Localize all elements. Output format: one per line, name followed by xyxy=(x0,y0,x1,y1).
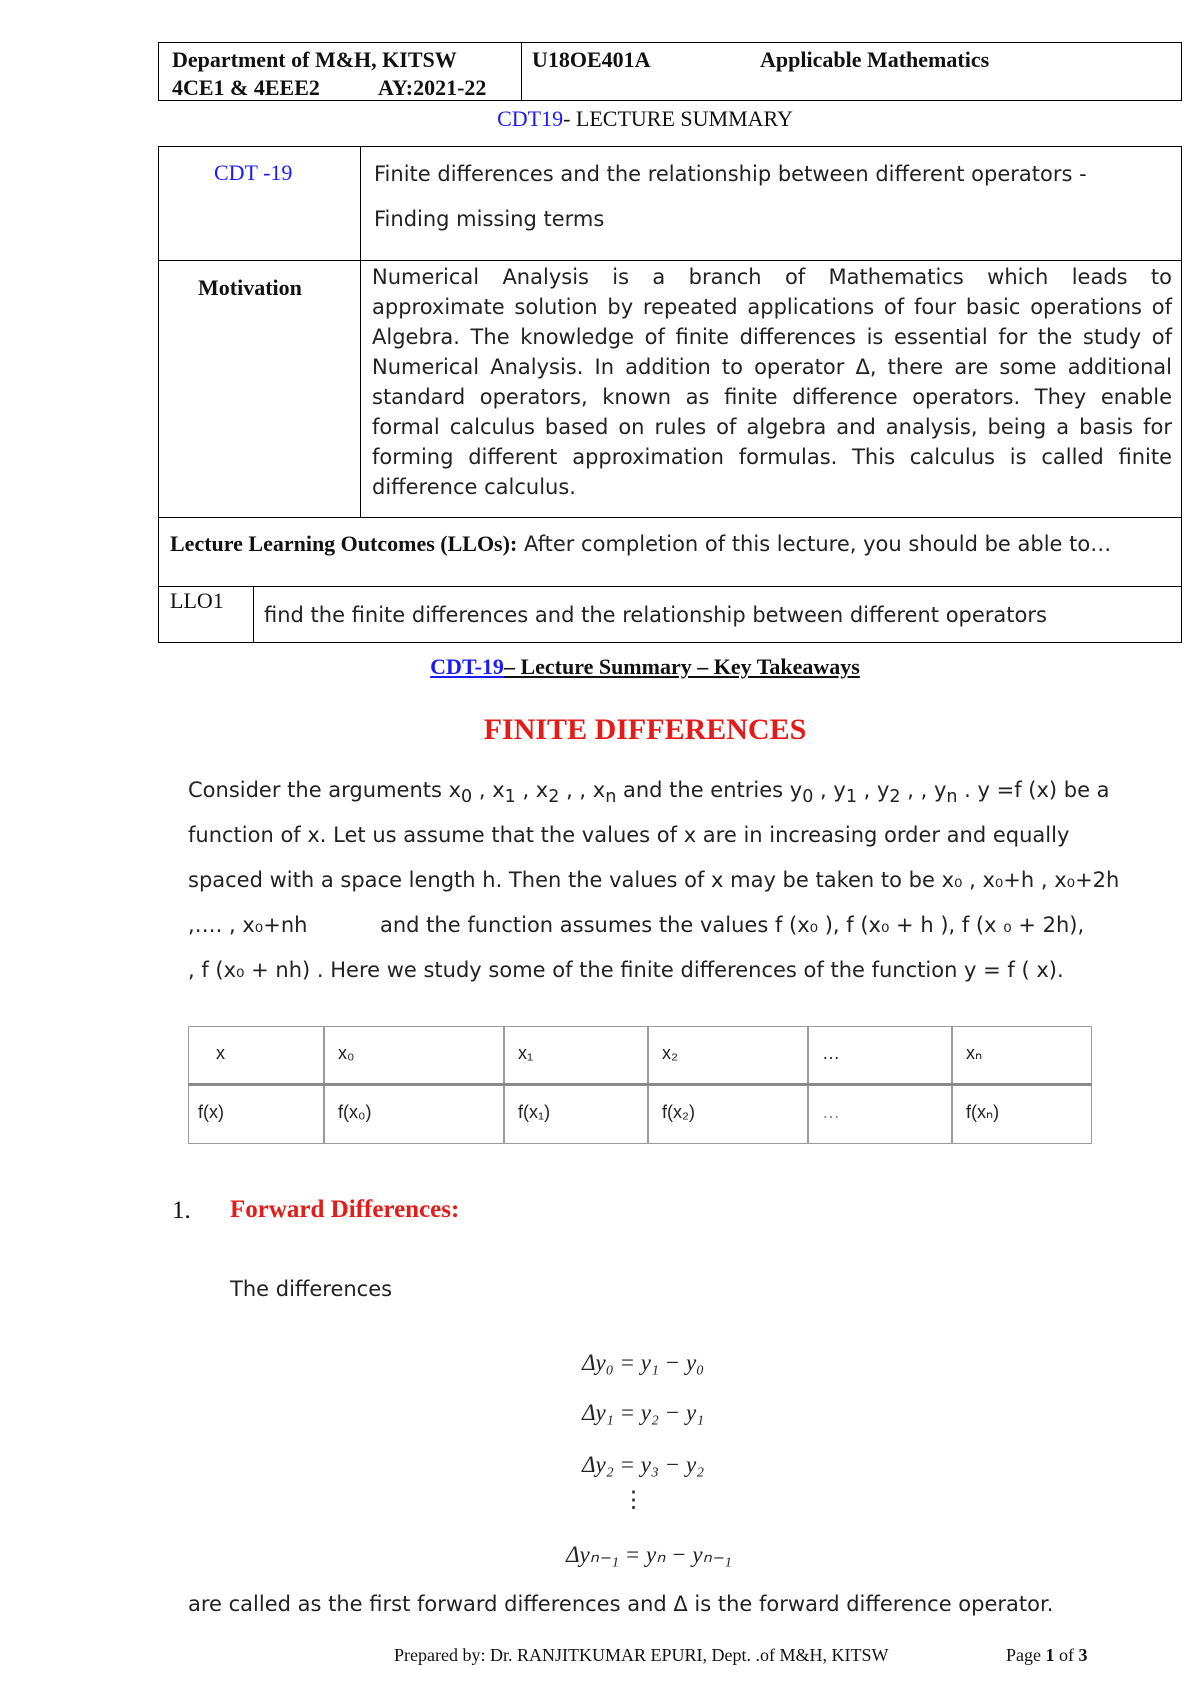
para-text: , , x xyxy=(559,778,606,802)
table-header-cell: x₁ xyxy=(518,1043,534,1063)
equation: Δyₙ₋₁ = yₙ − yₙ₋₁ xyxy=(566,1542,732,1567)
motivation-line: formal calculus based on rules of algebra and analysis, being a basis for xyxy=(372,415,1172,439)
motivation-text xyxy=(372,262,1172,502)
table-cell-value: f(x) xyxy=(198,1102,224,1122)
subscript: 1 xyxy=(845,787,857,808)
para-text: , x xyxy=(515,778,549,802)
table-header-rule xyxy=(188,1083,1092,1086)
page-of: of xyxy=(1054,1645,1079,1665)
table-cell-value: f(x₁) xyxy=(518,1102,551,1122)
llo-heading-label: Lecture Learning Outcomes (LLOs): xyxy=(170,531,518,556)
equation: Δy₁ = y₂ − y₁ xyxy=(582,1400,705,1425)
motivation-line: forming different approximation formulas. This calculus is called finite xyxy=(372,445,1172,469)
values-table xyxy=(188,1026,1092,1144)
table-cell-value: f(xₙ) xyxy=(966,1102,1000,1122)
header-dept: Department of M&H, KITSW xyxy=(172,47,457,72)
motivation-line: difference calculus. xyxy=(372,475,576,499)
table-cell-value: f(x₂) xyxy=(662,1102,695,1122)
para-line-4b: and the function assumes the values f (x₀ ), f (x₀ + h ), f (x ₀ + 2h), xyxy=(380,913,1085,937)
header-code: U18OE401A xyxy=(532,47,651,72)
forward-differences-title: Forward Differences: xyxy=(230,1196,460,1223)
para-line-4a: ,…. , x₀+nh xyxy=(188,913,308,937)
equation: Δy₀ = y₁ − y₀ xyxy=(582,1350,705,1375)
subscript: 0 xyxy=(802,787,814,808)
footer-page-number xyxy=(1006,1645,1088,1666)
topic-line-1: Finite differences and the relationship between different operators - xyxy=(374,162,1087,186)
para-text: , y xyxy=(856,778,890,802)
para-text: , y xyxy=(813,778,846,802)
motivation-line: standard operators, known as finite difference operators. They enable xyxy=(372,385,1172,409)
table-header-cell: … xyxy=(822,1043,840,1063)
key-takeaways-title xyxy=(0,654,1200,680)
para-line-5: , f (x₀ + nh) . Here we study some of the finite differences of the function y = f ( x). xyxy=(188,958,1064,982)
motivation-line: Numerical Analysis is a branch of Mathematics which leads to xyxy=(372,265,1172,289)
llo-heading xyxy=(170,531,1111,557)
para-line-2: function of x. Let us assume that the values of x are in increasing order and equally xyxy=(188,823,1070,847)
section-number: 1. xyxy=(172,1197,191,1224)
subscript: n xyxy=(946,787,958,808)
header-ay: AY:2021-22 xyxy=(378,75,487,100)
motivation-line: Numerical Analysis. In addition to operator Δ, there are some additional xyxy=(372,355,1172,379)
page-total: 3 xyxy=(1078,1645,1088,1665)
page-current: 1 xyxy=(1045,1645,1055,1665)
section-title: FINITE DIFFERENCES xyxy=(483,713,807,746)
page-label: Page xyxy=(1006,1645,1046,1665)
subscript: 2 xyxy=(548,787,560,808)
para-line-3: spaced with a space length h. Then the values of x may be taken to be x₀ , x₀+h , x₀+2h xyxy=(188,868,1120,892)
forward-intro: The differences xyxy=(230,1277,393,1301)
table-cell-value: … xyxy=(822,1102,840,1122)
equation: Δy₂ = y₃ − y₂ xyxy=(582,1452,705,1477)
key-takeaways-rest: – Lecture Summary – Key Takeaways xyxy=(503,654,860,679)
para-text: . y =f (x) be a xyxy=(957,778,1110,802)
subscript: 0 xyxy=(461,787,473,808)
topic-line-2: Finding missing terms xyxy=(374,207,605,231)
para-text: , , y xyxy=(900,778,947,802)
summary-title-suffix: - LECTURE SUMMARY xyxy=(563,106,793,131)
summary-title xyxy=(0,106,1200,132)
table-header-cell: xₙ xyxy=(966,1043,983,1063)
header-classes: 4CE1 & 4EEE2 xyxy=(172,75,320,100)
summary-title-prefix: CDT19 xyxy=(497,106,564,131)
table-cell xyxy=(188,1026,324,1085)
cdt-label: CDT -19 xyxy=(214,160,293,185)
subscript: n xyxy=(605,787,617,808)
subscript: 1 xyxy=(504,787,516,808)
table-header-cell: x₂ xyxy=(662,1043,678,1063)
motivation-line: Algebra. The knowledge of finite differences is essential for the study of xyxy=(372,325,1172,349)
llo-heading-intro: After completion of this lecture, you should be able to… xyxy=(517,532,1112,556)
table-cell-value: f(x₀) xyxy=(338,1102,372,1122)
llo1-divider xyxy=(253,586,254,643)
forward-conclusion: are called as the first forward differences and Δ is the forward difference operator. xyxy=(188,1592,1054,1616)
para-text: , x xyxy=(472,778,505,802)
llo1-label: LLO1 xyxy=(170,588,224,613)
para-text: Consider the arguments x xyxy=(188,778,462,802)
para-text: and the entries y xyxy=(616,778,803,802)
header-course: Applicable Mathematics xyxy=(760,47,990,72)
motivation-line: approximate solution by repeated applications of four basic operations of xyxy=(372,295,1172,319)
subscript: 2 xyxy=(889,787,901,808)
para-line-1 xyxy=(188,778,1110,807)
motivation-label: Motivation xyxy=(198,275,302,300)
key-takeaways-link[interactable]: CDT-19 xyxy=(430,654,504,679)
footer-prepared-by: Prepared by: Dr. RANJITKUMAR EPURI, Dept. .of M&H, KITSW xyxy=(394,1645,889,1665)
table-header-cell: x xyxy=(216,1043,225,1063)
header-divider xyxy=(521,43,522,100)
equation-ellipsis: ⋮ xyxy=(622,1487,645,1512)
llo1-text: find the finite differences and the relationship between different operators xyxy=(264,603,1047,627)
table-header-cell: x₀ xyxy=(338,1043,355,1063)
